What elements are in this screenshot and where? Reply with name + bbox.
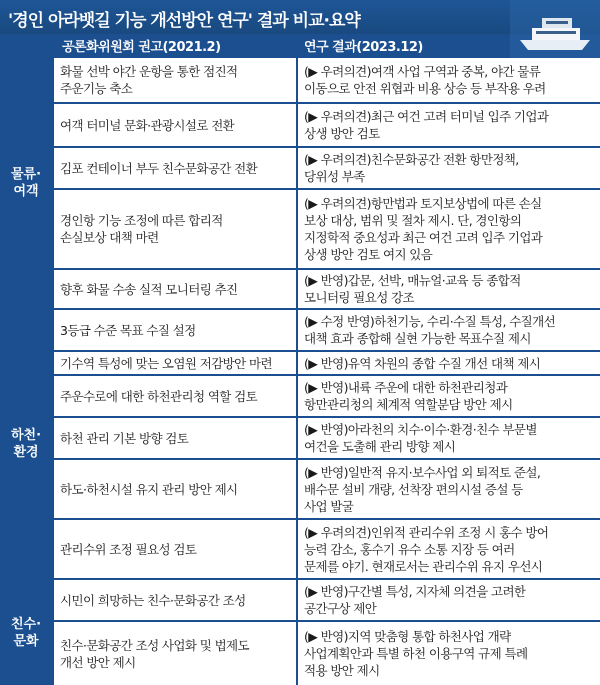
result-line: 여건을 도출해 관리 방향 제시 bbox=[304, 439, 456, 454]
result-line: 당위성 부족 bbox=[304, 169, 365, 184]
table-row bbox=[0, 622, 600, 685]
recommendation-line: 주운기능 축소 bbox=[60, 81, 133, 96]
recommendation-line: 화물 선박 야간 운항을 통한 점진적 bbox=[60, 64, 238, 79]
result-line: 이동으로 안전 위협과 비용 상승 등 부작용 우려 bbox=[304, 81, 546, 96]
result-line: (▶ 반영)구간별 특성, 지자체 의견을 고려한 bbox=[304, 584, 526, 599]
recommendation-cell bbox=[54, 310, 296, 350]
title-bar bbox=[0, 0, 600, 34]
result-line: (▶ 수정 반영)하천기능, 수리·수질 특성, 수질개선 bbox=[304, 314, 556, 329]
recommendation-cell bbox=[54, 270, 296, 308]
result-cell bbox=[298, 622, 600, 685]
table-row bbox=[0, 580, 600, 620]
recommendation-line: 개선 방안 제시 bbox=[60, 654, 136, 670]
result-cell bbox=[298, 58, 600, 102]
result-cell bbox=[298, 460, 600, 518]
result-line: 배수문 설비 개량, 선착장 편의시설 증설 등 bbox=[304, 481, 523, 497]
category-culture: 친수· 문화 bbox=[0, 580, 52, 685]
result-line: (▶ 반영)내륙 주운에 대한 하천관리청과 bbox=[304, 380, 508, 395]
table-row bbox=[0, 310, 600, 350]
result-line: 대책 효과 종합해 실현 가능한 목표수질 제시 bbox=[304, 331, 531, 346]
table-row bbox=[0, 460, 600, 518]
result-line: 지정학적 중요성과 최근 여건 고려 입주 기업과 bbox=[304, 230, 543, 245]
result-cell bbox=[298, 190, 600, 268]
result-line: 문제를 야기. 현재로서는 관리수위 유지 우선시 bbox=[304, 558, 543, 574]
table-row bbox=[0, 352, 600, 374]
table-row bbox=[0, 104, 600, 146]
recommendation-line: 주운수로에 대한 하천관리청 역할 검토 bbox=[60, 388, 258, 404]
recommendation-cell bbox=[54, 418, 296, 458]
recommendation-line: 손실보상 대책 마련 bbox=[60, 230, 159, 245]
result-cell bbox=[298, 520, 600, 578]
result-cell bbox=[298, 310, 600, 350]
result-cell bbox=[298, 376, 600, 416]
result-line: (▶ 우려의견)항만법과 토지보상법에 따른 손실 bbox=[304, 196, 542, 211]
recommendation-line: 향후 화물 수송 실적 모니터링 추진 bbox=[60, 281, 238, 297]
recommendation-cell bbox=[54, 58, 296, 102]
recommendation-line: 여객 터미널 문화·관광시설로 전환 bbox=[60, 117, 235, 133]
result-line: 상생 방안 검토 bbox=[304, 126, 380, 141]
result-line: 공간구상 제안 bbox=[304, 601, 377, 616]
recommendation-cell bbox=[54, 148, 296, 188]
recommendation-cell bbox=[54, 520, 296, 578]
recommendation-cell bbox=[54, 580, 296, 620]
result-line: (▶ 우려의견)최근 여건 고려 터미널 입주 기업과 bbox=[304, 109, 549, 124]
result-line: (▶ 반영)유역 차원의 종합 수질 개선 대책 제시 bbox=[304, 355, 541, 371]
recommendation-cell bbox=[54, 622, 296, 685]
table-row bbox=[0, 58, 600, 102]
result-cell bbox=[298, 418, 600, 458]
result-line: 보상 대상, 범위 및 절차 제시. 단, 경인항의 bbox=[304, 213, 522, 228]
result-line: (▶ 반영)일반적 유지·보수사업 외 퇴적토 준설, bbox=[304, 464, 541, 480]
recommendation-line: 관리수위 조정 필요성 검토 bbox=[60, 541, 197, 557]
recommendation-cell bbox=[54, 104, 296, 146]
comparison-table bbox=[0, 58, 600, 685]
page-title: '경인 아라뱃길 기능 개선방안 연구' 결과 비교·요약 bbox=[8, 11, 360, 31]
result-cell bbox=[298, 580, 600, 620]
recommendation-line: 경인항 기능 조정에 따른 합리적 bbox=[60, 213, 223, 228]
recommendation-line: 3등급 수준 목표 수질 설정 bbox=[60, 322, 196, 338]
result-line: 모니터링 필요성 강조 bbox=[304, 290, 415, 305]
table-row bbox=[0, 376, 600, 416]
ship-illustration bbox=[510, 0, 600, 60]
recommendation-line: 시민이 희망하는 친수·문화공간 조성 bbox=[60, 592, 246, 608]
recommendation-cell bbox=[54, 352, 296, 374]
result-line: 적용 방안 제시 bbox=[304, 663, 380, 678]
category-logistics: 물류· 여객 bbox=[0, 58, 52, 308]
header-result: 연구 결과(2023.12) bbox=[304, 40, 423, 55]
result-line: 항만관리청의 체계적 역할분담 방안 제시 bbox=[304, 397, 513, 412]
recommendation-line: 친수·문화공간 조성 사업화 및 법제도 bbox=[60, 637, 249, 653]
recommendation-line: 하도·하천시설 유지 관리 방안 제시 bbox=[60, 481, 238, 497]
result-cell bbox=[298, 270, 600, 308]
recommendation-line: 기수역 특성에 맞는 오염원 저감방안 마련 bbox=[60, 355, 272, 371]
result-line: (▶ 반영)갑문, 선박, 매뉴얼·교육 등 종합적 bbox=[304, 273, 521, 288]
recommendation-line: 하천 관리 기본 방향 검토 bbox=[60, 430, 189, 446]
result-line: 상생 방안 검토 여지 있음 bbox=[304, 247, 433, 262]
header-recommendation: 공론화위원회 권고(2021.2) bbox=[62, 40, 221, 55]
result-line: (▶ 반영)지역 맞춤형 통합 하천사업 개략 bbox=[304, 629, 511, 644]
result-line: 사업계획안과 특별 하천 이용구역 규제 특례 bbox=[304, 646, 528, 661]
result-line: (▶ 우려의견)인위적 관리수위 조정 시 홍수 방어 bbox=[304, 524, 549, 540]
table-row bbox=[0, 190, 600, 268]
recommendation-cell bbox=[54, 460, 296, 518]
result-line: 능력 감소, 홍수기 유수 소통 지장 등 여러 bbox=[304, 541, 515, 557]
result-line: (▶ 반영)아라천의 치수·이수·환경·친수 부문별 bbox=[304, 422, 537, 437]
recommendation-line: 김포 컨테이너 부두 친수문화공간 전환 bbox=[60, 160, 258, 176]
result-line: 사업 발굴 bbox=[304, 498, 354, 514]
table-row bbox=[0, 270, 600, 308]
result-cell bbox=[298, 104, 600, 146]
result-cell bbox=[298, 148, 600, 188]
category-river: 하천· 환경 bbox=[0, 310, 52, 578]
result-cell bbox=[298, 352, 600, 374]
recommendation-cell bbox=[54, 376, 296, 416]
table-row bbox=[0, 148, 600, 188]
table-row bbox=[0, 418, 600, 458]
result-line: (▶ 우려의견)여객 사업 구역과 중복, 야간 물류 bbox=[304, 64, 541, 79]
table-row bbox=[0, 520, 600, 578]
recommendation-cell bbox=[54, 190, 296, 268]
result-line: (▶ 우려의견)친수문화공간 전환 항만정책, bbox=[304, 152, 519, 167]
